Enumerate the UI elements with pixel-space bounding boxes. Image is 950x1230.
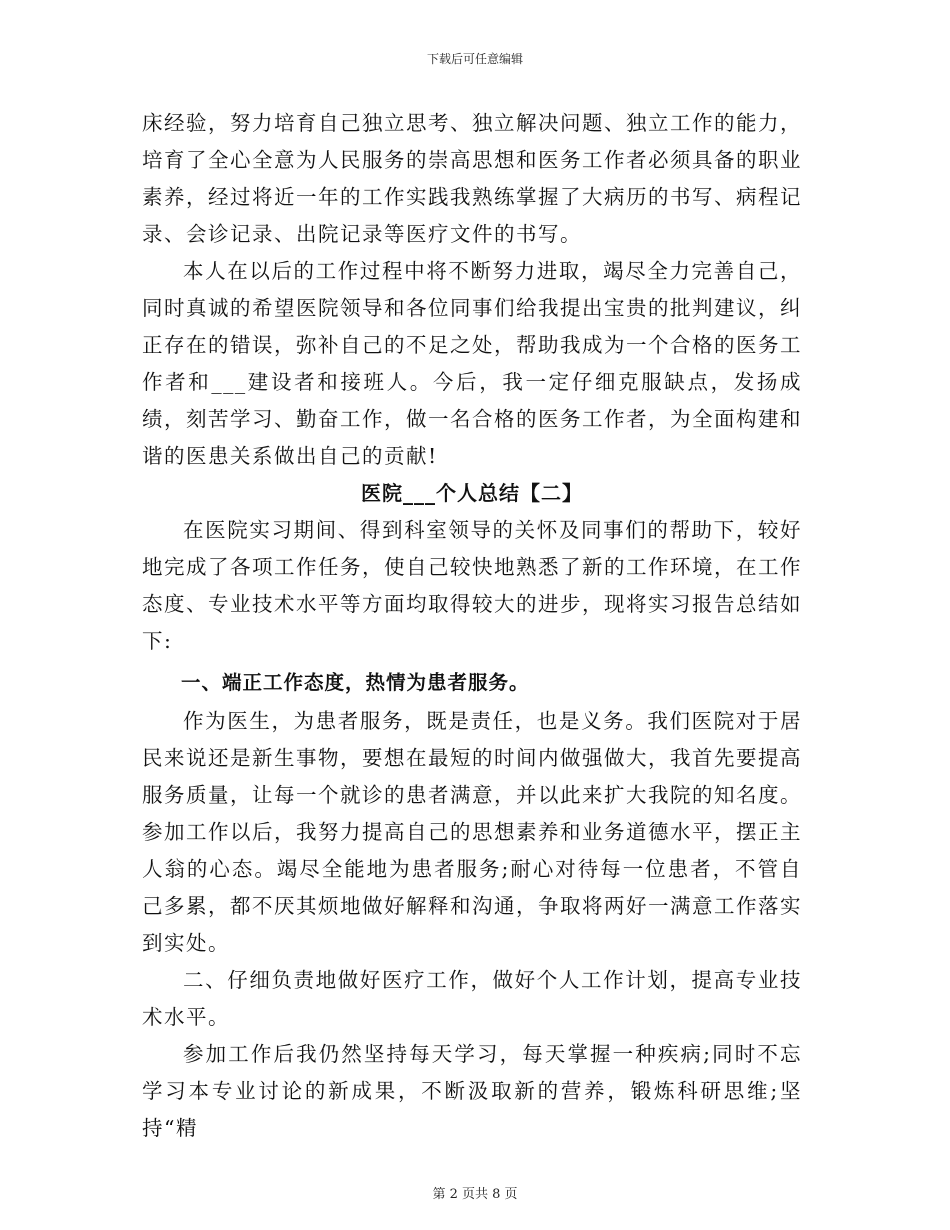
page-footer: 第 2 页共 8 页: [432, 1187, 518, 1202]
paragraph-6: 参加工作后我仍然坚持每天学习，每天掌握一种疾病;同时不忘学习本专业讨论的新成果，不断汲取新的营养，锻炼科研思维;坚持“精: [142, 1042, 802, 1140]
paragraph-5: 二、仔细负责地做好医疗工作，做好个人工作计划，提高专业技术水平。: [142, 968, 802, 1029]
document-body: [142, 105, 802, 1147]
section-title: 医院___个人总结【二】: [361, 481, 583, 505]
paragraph-3: 在医院实习期间、得到科室领导的关怀及同事们的帮助下，较好地完成了各项工作任务，使自己较快地熟悉了新的工作环境，在工作态度、专业技术水平等方面均取得较大的进步，现将实习报告总结如下:: [142, 518, 802, 653]
paragraph-2: 本人在以后的工作过程中将不断努力进取，竭尽全力完善自己，同时真诚的希望医院领导和各位同事们给我提出宝贵的批判建议，纠正存在的错误，弥补自己的不足之处，帮助我成为一个合格的医务工作者和___建设者和接班人。今后，我一定仔细克服缺点，发扬成绩，刻苦学习、勤奋工作，做一名合格的医务工作者，为全面构建和谐的医患关系做出自己的贡献!: [142, 259, 802, 468]
heading-1: 一、端正工作态度，热情为患者服务。: [181, 671, 530, 694]
page-header: 下载后可任意编辑: [426, 52, 523, 66]
paragraph-1: 床经验，努力培育自己独立思考、独立解决问题、独立工作的能力，培育了全心全意为人民服务的崇高思想和医务工作者必须具备的职业素养，经过将近一年的工作实践我熟练掌握了大病历的书写、病程记录、会诊记录、出院记录等医疗文件的书写。: [142, 111, 802, 246]
paragraph-4: 作为医生，为患者服务，既是责任，也是义务。我们医院对于居民来说还是新生事物，要想在最短的时间内做强做大，我首先要提高服务质量，让每一个就诊的患者满意，并以此来扩大我院的知名度。参加工作以后，我努力提高自己的思想素养和业务道德水平，摆正主人翁的心态。竭尽全能地为患者服务;耐心对待每一位患者，不管自己多累，都不厌其烦地做好解释和沟通，争取将两好一满意工作落实到实处。: [142, 709, 802, 955]
